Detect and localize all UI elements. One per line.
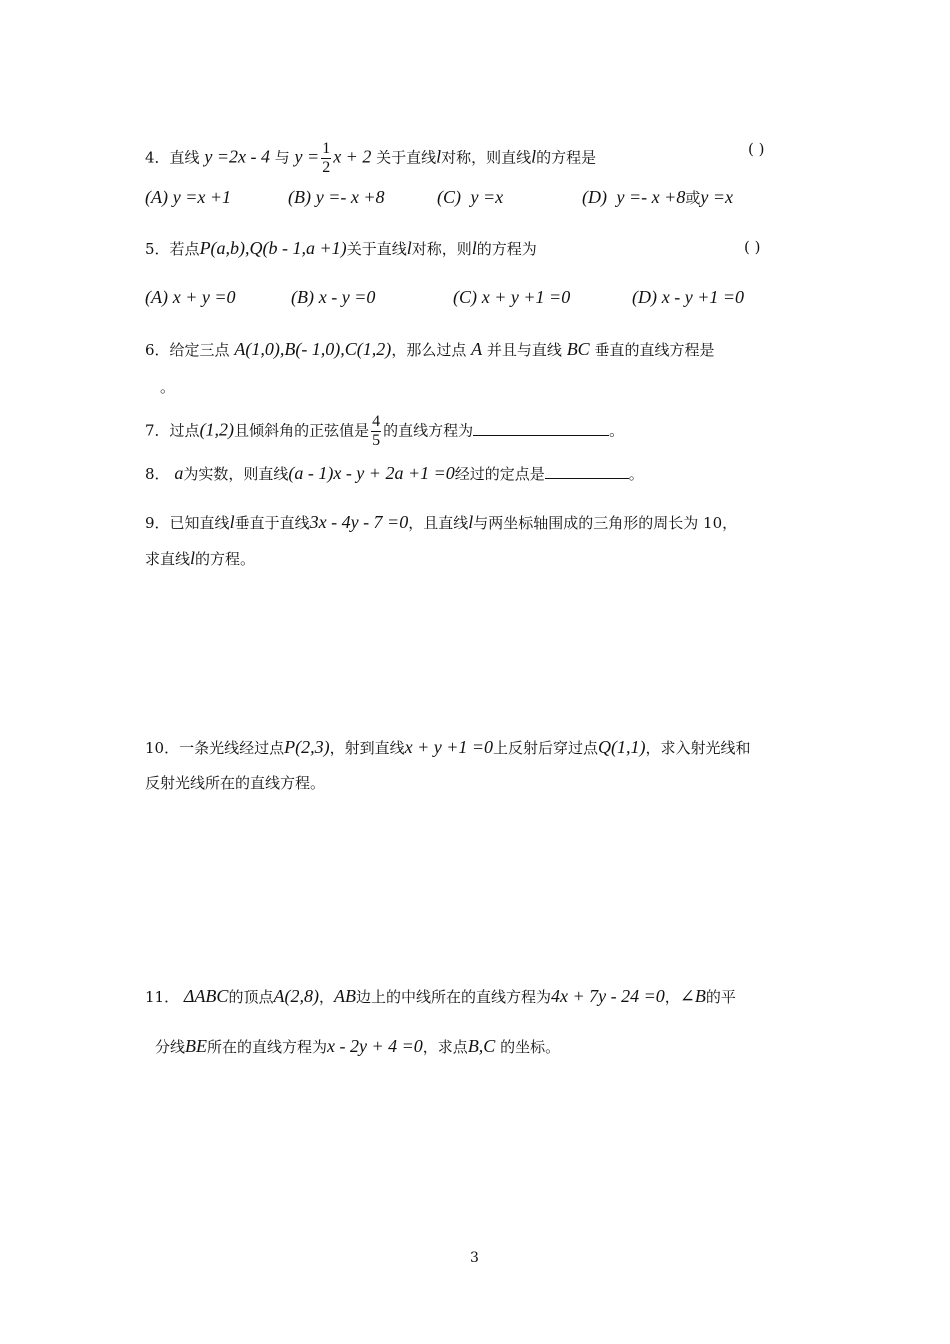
q8-equation: (a - 1)x - y + 2a +1 =0	[288, 463, 455, 483]
q6-text-4: 垂直的直线方程是	[594, 341, 715, 359]
q5-option-c[interactable]	[453, 287, 570, 308]
q10-text-5: 反射光线所在的直线方程。	[145, 774, 326, 792]
question-number: 4．	[145, 148, 170, 167]
q10-line-1	[145, 737, 751, 758]
q11-text-6: 分线	[155, 1038, 186, 1056]
q4-equation-1: y =2x - 4	[204, 146, 270, 167]
q11-angle-b: ∠B	[679, 986, 706, 1006]
q9-text-2: 垂直于直线	[234, 514, 310, 532]
q10-point-q: Q(1,1)	[598, 737, 646, 757]
q11-text-4: ，	[664, 988, 680, 1006]
fraction-denominator: 5	[372, 432, 381, 449]
q11-text-3: 边上的中线所在的直线方程为	[355, 988, 551, 1006]
q8-variable-a: a	[174, 463, 184, 483]
q4-answer-parentheses[interactable]: ( )	[748, 140, 765, 158]
q8-text-1: 为实数，则直线	[183, 465, 289, 483]
q11-equation-2: x - 2y + 4 =0	[327, 1036, 423, 1056]
q7-text-3: 的直线方程为	[383, 421, 474, 440]
q5-text-2: 关于直线	[346, 240, 407, 258]
q7-text-2: 且倾斜角的正弦值是	[234, 421, 370, 440]
option-label: (C)	[453, 287, 477, 307]
question-number: 5．	[145, 240, 170, 258]
q11-equation-1: 4x + 7y - 24 =0	[550, 986, 665, 1006]
q9-text-6: 的方程。	[195, 550, 256, 568]
q4-text-3: 关于直线	[376, 148, 437, 167]
q5-option-d[interactable]	[632, 287, 744, 308]
q10-text-1: 一条光线经过点	[179, 739, 285, 757]
option-value: x - y +1 =0	[661, 287, 745, 307]
q11-text-1: 的顶点	[228, 988, 274, 1006]
q4-text-1: 直线	[169, 148, 200, 167]
q11-text-8: ，求点	[422, 1038, 468, 1056]
q5-answer-parentheses[interactable]: ( )	[744, 238, 761, 256]
fraction-denominator: 2	[322, 159, 331, 176]
q11-text-7: 所在的直线方程为	[207, 1038, 328, 1056]
q5-text-4: 的方程为	[476, 240, 537, 258]
question-number: 11．	[145, 988, 180, 1006]
q8-text-3: 。	[628, 465, 644, 483]
q6-answer-blank[interactable]	[160, 377, 175, 397]
fraction-numerator: 1	[322, 140, 331, 157]
q4-equation-2a: y =	[294, 146, 320, 167]
option-extra: 或	[685, 189, 701, 207]
option-label: (D)	[582, 187, 607, 207]
q4-option-a[interactable]	[145, 187, 231, 208]
q6-point-a: A	[471, 339, 483, 359]
q11-line-1	[145, 986, 736, 1007]
option-value: x - y =0	[318, 287, 376, 307]
question-number: 7．	[145, 421, 170, 440]
question-number: 9．	[145, 514, 170, 532]
q6-line	[145, 339, 715, 360]
option-value: y =x	[470, 187, 504, 207]
page-number: 3	[470, 1250, 479, 1266]
q5-line-l: l	[406, 238, 412, 258]
option-label: (A)	[145, 187, 168, 207]
q4-equation-2b: x + 2	[333, 146, 372, 167]
q9-line-2	[145, 548, 255, 569]
q4-option-c[interactable]	[437, 187, 503, 208]
q10-equation: x + y +1 =0	[404, 737, 494, 757]
q6-text-5: 。	[160, 378, 176, 396]
option-value: x + y =0	[172, 287, 236, 307]
q5-equation: P(a,b),Q(b - 1,a +1)	[199, 238, 347, 258]
question-number: 8．	[145, 465, 170, 483]
q4-text-2: 与	[274, 148, 290, 167]
q10-point-p: P(2,3)	[284, 737, 330, 757]
q8-line	[145, 463, 644, 484]
q9-line-l-2: l	[468, 512, 474, 532]
q11-points-bc: B,C	[467, 1036, 496, 1056]
option-label: (B)	[291, 287, 314, 307]
q5-option-b[interactable]	[291, 287, 375, 308]
q10-line-2	[145, 773, 325, 793]
q11-text-2: ，	[318, 988, 334, 1006]
q9-text-3: ，且直线	[408, 514, 469, 532]
q4-option-d[interactable]	[582, 187, 733, 208]
question-number: 6．	[145, 341, 170, 359]
q9-text-4: 与两坐标轴围成的三角形的周长为 10，	[473, 514, 738, 532]
q5-text-3: 对称，则	[411, 240, 472, 258]
q7-text-1: 过点	[169, 421, 200, 440]
q7-text-4: 。	[609, 421, 625, 440]
option-label: (D)	[632, 287, 657, 307]
q4-option-b[interactable]	[288, 187, 385, 208]
q5-line-l-2: l	[471, 238, 477, 258]
q9-text-5: 求直线	[145, 550, 191, 568]
fraction-numerator: 4	[372, 413, 381, 430]
q7-fraction	[371, 413, 381, 450]
q4-line	[145, 140, 596, 177]
q9-line-1	[145, 512, 737, 533]
option-label: (B)	[288, 187, 311, 207]
option-value: y =x +1	[172, 187, 232, 207]
option-value: x + y +1 =0	[481, 287, 571, 307]
q6-points: A(1,0),B(- 1,0),C(1,2)	[234, 339, 392, 359]
q11-line-be: BE	[185, 1036, 208, 1056]
q6-line-bc: BC	[566, 339, 590, 359]
q11-triangle: ΔABC	[183, 986, 229, 1006]
q5-line	[145, 238, 537, 259]
q5-text-1: 若点	[169, 240, 200, 258]
q10-text-4: ，求入射光线和	[645, 739, 751, 757]
q8-text-2: 经过的定点是	[454, 465, 545, 483]
q4-line-l: l	[436, 146, 442, 167]
option-label: (A)	[145, 287, 168, 307]
q6-text-3: 并且与直线	[486, 341, 562, 359]
q9-line-l-3: l	[190, 548, 196, 568]
q5-option-a[interactable]	[145, 287, 236, 308]
option-value-2: y =x	[700, 187, 733, 207]
q10-text-2: ，射到直线	[329, 739, 405, 757]
q9-equation: 3x - 4y - 7 =0	[309, 512, 409, 532]
q6-text-1: 给定三点	[169, 341, 230, 359]
option-value: y =- x +8	[616, 187, 686, 207]
q11-point-a: A(2,8)	[273, 986, 319, 1006]
option-value: y =- x +8	[315, 187, 385, 207]
q4-text-4: 对称，则直线	[441, 148, 532, 167]
q4-fraction	[321, 140, 331, 177]
q4-text-5: 的方程是	[536, 148, 597, 167]
q4-line-l-2: l	[531, 146, 537, 167]
q9-text-1: 已知直线	[169, 514, 230, 532]
q11-text-9: 的坐标。	[500, 1038, 561, 1056]
q11-line-2	[155, 1036, 560, 1057]
option-label: (C)	[437, 187, 461, 207]
q9-line-l: l	[229, 512, 235, 532]
q11-side-ab: AB	[333, 986, 356, 1006]
question-number: 10．	[145, 739, 180, 757]
q10-text-3: 上反射后穿过点	[493, 739, 599, 757]
q7-answer-blank[interactable]	[473, 421, 609, 436]
q7-point: (1,2)	[199, 419, 235, 440]
q8-answer-blank[interactable]	[545, 464, 629, 479]
q7-line	[145, 413, 624, 450]
q11-text-5: 的平	[705, 988, 736, 1006]
q6-text-2: ，那么过点	[391, 341, 467, 359]
